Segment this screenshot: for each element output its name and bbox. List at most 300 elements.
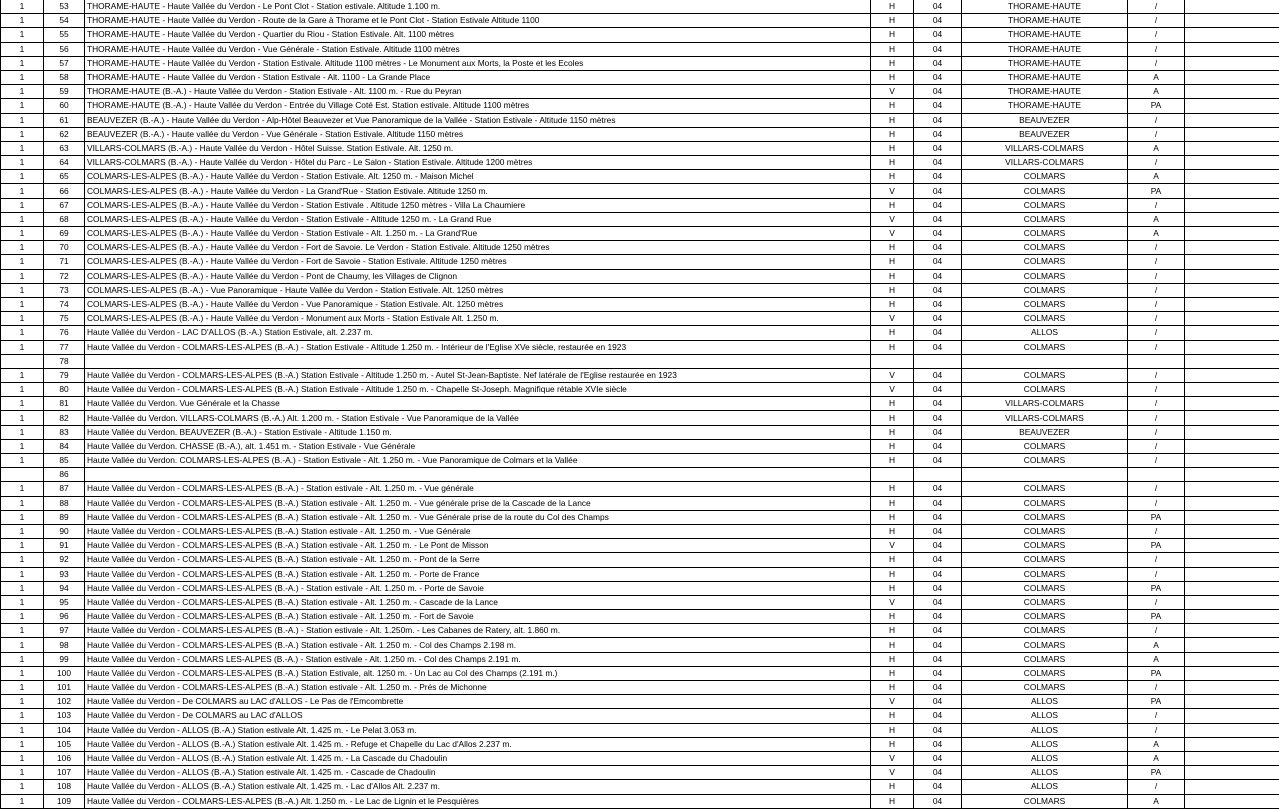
number-cell[interactable]: 87 — [44, 482, 85, 496]
notes-cell[interactable] — [1185, 14, 1279, 28]
quantity-cell[interactable]: 1 — [1, 411, 44, 425]
department-cell[interactable]: 04 — [914, 567, 962, 581]
orientation-cell[interactable]: H — [871, 28, 914, 42]
description-cell[interactable]: COLMARS-LES-ALPES (B.-A.) - Haute Vallée du Verdon - Fort de Savoie. Le Verdon - Station Estivale. Altitude 1250 mètres — [85, 241, 871, 255]
department-cell[interactable]: 04 — [914, 425, 962, 439]
number-cell[interactable]: 60 — [44, 99, 85, 113]
orientation-cell[interactable]: H — [871, 454, 914, 468]
status-cell[interactable]: / — [1128, 454, 1185, 468]
orientation-cell[interactable]: H — [871, 70, 914, 84]
commune-cell[interactable]: COLMARS — [962, 567, 1128, 581]
notes-cell[interactable] — [1185, 482, 1279, 496]
orientation-cell[interactable]: H — [871, 340, 914, 354]
notes-cell[interactable] — [1185, 794, 1279, 808]
quantity-cell[interactable]: 1 — [1, 695, 44, 709]
quantity-cell[interactable]: 1 — [1, 42, 44, 56]
notes-cell[interactable] — [1185, 539, 1279, 553]
notes-cell[interactable] — [1185, 454, 1279, 468]
commune-cell[interactable]: COLMARS — [962, 368, 1128, 382]
orientation-cell[interactable]: H — [871, 780, 914, 794]
status-cell[interactable]: / — [1128, 0, 1185, 14]
commune-cell[interactable] — [962, 468, 1128, 482]
notes-cell[interactable] — [1185, 312, 1279, 326]
orientation-cell[interactable]: H — [871, 411, 914, 425]
department-cell[interactable] — [914, 468, 962, 482]
quantity-cell[interactable]: 1 — [1, 482, 44, 496]
commune-cell[interactable]: THORAME-HAUTE — [962, 42, 1128, 56]
notes-cell[interactable] — [1185, 198, 1279, 212]
notes-cell[interactable] — [1185, 241, 1279, 255]
status-cell[interactable]: / — [1128, 42, 1185, 56]
number-cell[interactable]: 107 — [44, 766, 85, 780]
quantity-cell[interactable]: 1 — [1, 170, 44, 184]
quantity-cell[interactable]: 1 — [1, 326, 44, 340]
orientation-cell[interactable]: H — [871, 567, 914, 581]
quantity-cell[interactable]: 1 — [1, 638, 44, 652]
orientation-cell[interactable]: H — [871, 14, 914, 28]
number-cell[interactable]: 85 — [44, 454, 85, 468]
description-cell[interactable]: Haute Vallée du Verdon - COLMARS-LES-ALPES (B.-A.) Station estivale - Alt. 1.250 m. - Pont de la Serre — [85, 553, 871, 567]
department-cell[interactable]: 04 — [914, 454, 962, 468]
department-cell[interactable]: 04 — [914, 709, 962, 723]
status-cell[interactable]: PA — [1128, 766, 1185, 780]
status-cell[interactable]: / — [1128, 241, 1185, 255]
number-cell[interactable]: 82 — [44, 411, 85, 425]
status-cell[interactable]: PA — [1128, 510, 1185, 524]
status-cell[interactable]: A — [1128, 70, 1185, 84]
orientation-cell[interactable]: H — [871, 794, 914, 808]
number-cell[interactable]: 56 — [44, 42, 85, 56]
number-cell[interactable]: 77 — [44, 340, 85, 354]
number-cell[interactable]: 104 — [44, 723, 85, 737]
commune-cell[interactable]: THORAME-HAUTE — [962, 99, 1128, 113]
quantity-cell[interactable]: 1 — [1, 227, 44, 241]
notes-cell[interactable] — [1185, 695, 1279, 709]
status-cell[interactable]: / — [1128, 269, 1185, 283]
number-cell[interactable]: 59 — [44, 85, 85, 99]
orientation-cell[interactable]: H — [871, 127, 914, 141]
quantity-cell[interactable]: 1 — [1, 439, 44, 453]
orientation-cell[interactable]: V — [871, 539, 914, 553]
quantity-cell[interactable] — [1, 468, 44, 482]
number-cell[interactable]: 81 — [44, 397, 85, 411]
description-cell[interactable]: Haute Vallée du Verdon - COLMARS-LES-ALPES (B.-A.) Station estivale - Alt. 1.250 m. - Cascade de la Lance — [85, 595, 871, 609]
notes-cell[interactable] — [1185, 269, 1279, 283]
status-cell[interactable]: / — [1128, 723, 1185, 737]
quantity-cell[interactable]: 1 — [1, 610, 44, 624]
notes-cell[interactable] — [1185, 326, 1279, 340]
description-cell[interactable]: Haute Vallée du Verdon - COLMARS-LES-ALPES (B.-A.) Station estivale - Alt. 1.250 m. - Fort de Savoie — [85, 610, 871, 624]
status-cell[interactable]: A — [1128, 170, 1185, 184]
number-cell[interactable]: 73 — [44, 283, 85, 297]
description-cell[interactable]: Haute Vallée du Verdon - COLMARS LES-ALPES (B.-A.) - Station estivale - Alt. 1.250 m. - Col des Champs 2.191 m. — [85, 652, 871, 666]
notes-cell[interactable] — [1185, 737, 1279, 751]
description-cell[interactable]: Haute Vallée du Verdon - LAC D'ALLOS (B.-A.) Station Estivale, alt. 2.237 m. — [85, 326, 871, 340]
orientation-cell[interactable]: H — [871, 482, 914, 496]
orientation-cell[interactable]: H — [871, 510, 914, 524]
description-cell[interactable]: COLMARS-LES-ALPES (B.-A.) - Haute Vallée du Verdon - Pont de Chaumy, les Villages de Clignon — [85, 269, 871, 283]
quantity-cell[interactable]: 1 — [1, 581, 44, 595]
department-cell[interactable]: 04 — [914, 439, 962, 453]
number-cell[interactable]: 89 — [44, 510, 85, 524]
number-cell[interactable]: 76 — [44, 326, 85, 340]
number-cell[interactable]: 93 — [44, 567, 85, 581]
notes-cell[interactable] — [1185, 184, 1279, 198]
commune-cell[interactable]: ALLOS — [962, 326, 1128, 340]
notes-cell[interactable] — [1185, 723, 1279, 737]
notes-cell[interactable] — [1185, 127, 1279, 141]
status-cell[interactable]: / — [1128, 595, 1185, 609]
description-cell[interactable]: Haute Vallée du Verdon - ALLOS (B.-A.) Station estivale Alt. 1.425 m. - Refuge et Chapelle du Lac d'Allos 2.237 m. — [85, 737, 871, 751]
description-cell[interactable]: Haute Vallée du Verdon - COLMARS-LES-ALPES (B.-A.) Station estivale - Alt. 1.250 m. - Prés de Michonne — [85, 681, 871, 695]
commune-cell[interactable]: THORAME-HAUTE — [962, 14, 1128, 28]
department-cell[interactable]: 04 — [914, 156, 962, 170]
commune-cell[interactable]: COLMARS — [962, 312, 1128, 326]
number-cell[interactable]: 86 — [44, 468, 85, 482]
description-cell[interactable]: Haute Vallée du Verdon - COLMARS-LES-ALPES (B.-A.) Station estivale - Alt. 1.250 m. - Col des Champs 2.198 m. — [85, 638, 871, 652]
commune-cell[interactable]: COLMARS — [962, 241, 1128, 255]
number-cell[interactable]: 102 — [44, 695, 85, 709]
commune-cell[interactable]: COLMARS — [962, 383, 1128, 397]
description-cell[interactable]: Haute Vallée du Verdon. BEAUVEZER (B.-A.) - Station Estivale - Altitude 1.150 m. — [85, 425, 871, 439]
department-cell[interactable]: 04 — [914, 184, 962, 198]
commune-cell[interactable]: ALLOS — [962, 723, 1128, 737]
commune-cell[interactable]: BEAUVEZER — [962, 113, 1128, 127]
quantity-cell[interactable]: 1 — [1, 681, 44, 695]
status-cell[interactable]: / — [1128, 482, 1185, 496]
commune-cell[interactable]: COLMARS — [962, 184, 1128, 198]
orientation-cell[interactable]: H — [871, 99, 914, 113]
notes-cell[interactable] — [1185, 496, 1279, 510]
notes-cell[interactable] — [1185, 397, 1279, 411]
commune-cell[interactable]: VILLARS-COLMARS — [962, 397, 1128, 411]
number-cell[interactable]: 90 — [44, 524, 85, 538]
commune-cell[interactable]: COLMARS — [962, 524, 1128, 538]
quantity-cell[interactable]: 1 — [1, 723, 44, 737]
description-cell[interactable]: THORAME-HAUTE - Haute Vallée du Verdon - Vue Générale - Station Estivale. Altitude 1100 mètres — [85, 42, 871, 56]
department-cell[interactable]: 04 — [914, 368, 962, 382]
department-cell[interactable]: 04 — [914, 411, 962, 425]
department-cell[interactable]: 04 — [914, 723, 962, 737]
notes-cell[interactable] — [1185, 666, 1279, 680]
commune-cell[interactable]: ALLOS — [962, 709, 1128, 723]
commune-cell[interactable]: COLMARS — [962, 681, 1128, 695]
commune-cell[interactable]: COLMARS — [962, 553, 1128, 567]
department-cell[interactable]: 04 — [914, 269, 962, 283]
commune-cell[interactable]: COLMARS — [962, 666, 1128, 680]
orientation-cell[interactable]: V — [871, 227, 914, 241]
notes-cell[interactable] — [1185, 56, 1279, 70]
status-cell[interactable]: PA — [1128, 695, 1185, 709]
notes-cell[interactable] — [1185, 354, 1279, 368]
description-cell[interactable]: Haute Vallée du Verdon - COLMARS-LES-ALPES (B.-A.) Station Estivale - Altitude 1.250 m. - Chapelle St-Joseph. Magnifique rétable XVIe siècle — [85, 383, 871, 397]
department-cell[interactable]: 04 — [914, 524, 962, 538]
status-cell[interactable]: / — [1128, 496, 1185, 510]
department-cell[interactable]: 04 — [914, 14, 962, 28]
quantity-cell[interactable]: 1 — [1, 141, 44, 155]
department-cell[interactable]: 04 — [914, 751, 962, 765]
quantity-cell[interactable]: 1 — [1, 751, 44, 765]
department-cell[interactable]: 04 — [914, 610, 962, 624]
commune-cell[interactable]: VILLARS-COLMARS — [962, 141, 1128, 155]
status-cell[interactable]: / — [1128, 780, 1185, 794]
department-cell[interactable]: 04 — [914, 340, 962, 354]
description-cell[interactable]: Haute Vallée du Verdon - De COLMARS au LAC d'ALLOS - Le Pas de l'Emcombrette — [85, 695, 871, 709]
status-cell[interactable]: / — [1128, 567, 1185, 581]
quantity-cell[interactable]: 1 — [1, 113, 44, 127]
commune-cell[interactable]: COLMARS — [962, 340, 1128, 354]
description-cell[interactable]: Haute Vallée du Verdon - ALLOS (B.-A.) Station estivale Alt. 1.425 m. - Le Pelat 3.053 m. — [85, 723, 871, 737]
status-cell[interactable]: / — [1128, 198, 1185, 212]
department-cell[interactable]: 04 — [914, 766, 962, 780]
description-cell[interactable]: THORAME-HAUTE - Haute Vallée du Verdon - Quartier du Riou - Station Estivale. Alt. 1100 mètres — [85, 28, 871, 42]
quantity-cell[interactable]: 1 — [1, 70, 44, 84]
department-cell[interactable]: 04 — [914, 681, 962, 695]
commune-cell[interactable]: COLMARS — [962, 482, 1128, 496]
status-cell[interactable]: PA — [1128, 610, 1185, 624]
status-cell[interactable] — [1128, 354, 1185, 368]
description-cell[interactable]: Haute Vallée du Verdon - COLMARS-LES-ALPES (B.-A.) Station estivale - Alt. 1.250 m. - Vue générale prise de la Cascade de la Lance — [85, 496, 871, 510]
notes-cell[interactable] — [1185, 751, 1279, 765]
department-cell[interactable]: 04 — [914, 326, 962, 340]
number-cell[interactable]: 99 — [44, 652, 85, 666]
quantity-cell[interactable]: 1 — [1, 496, 44, 510]
notes-cell[interactable] — [1185, 681, 1279, 695]
orientation-cell[interactable]: H — [871, 56, 914, 70]
number-cell[interactable]: 66 — [44, 184, 85, 198]
description-cell[interactable]: Haute Vallée du Verdon - COLMARS-LES-ALPES (B.-A.) - Station estivale - Alt. 1.250 m. - Vue générale — [85, 482, 871, 496]
department-cell[interactable]: 04 — [914, 553, 962, 567]
orientation-cell[interactable] — [871, 468, 914, 482]
orientation-cell[interactable]: V — [871, 184, 914, 198]
quantity-cell[interactable]: 1 — [1, 28, 44, 42]
quantity-cell[interactable]: 1 — [1, 794, 44, 808]
quantity-cell[interactable]: 1 — [1, 624, 44, 638]
status-cell[interactable]: / — [1128, 113, 1185, 127]
department-cell[interactable]: 04 — [914, 638, 962, 652]
status-cell[interactable]: PA — [1128, 184, 1185, 198]
status-cell[interactable]: / — [1128, 383, 1185, 397]
quantity-cell[interactable]: 1 — [1, 510, 44, 524]
number-cell[interactable]: 109 — [44, 794, 85, 808]
department-cell[interactable]: 04 — [914, 198, 962, 212]
description-cell[interactable]: Haute-Vallée du Verdon. VILLARS-COLMARS (B.-A.) Alt. 1.200 m. - Station Estivale - Vue Panoramique de la Vallée — [85, 411, 871, 425]
number-cell[interactable]: 96 — [44, 610, 85, 624]
orientation-cell[interactable]: V — [871, 85, 914, 99]
department-cell[interactable]: 04 — [914, 70, 962, 84]
status-cell[interactable]: PA — [1128, 581, 1185, 595]
number-cell[interactable]: 71 — [44, 255, 85, 269]
status-cell[interactable]: / — [1128, 425, 1185, 439]
orientation-cell[interactable]: H — [871, 397, 914, 411]
notes-cell[interactable] — [1185, 709, 1279, 723]
description-cell[interactable]: Haute Vallée du Verdon - COLMARS-LES-ALPES (B.-A.) Station estivale - Alt. 1.250 m. - Porte de France — [85, 567, 871, 581]
description-cell[interactable]: THORAME-HAUTE (B.-A.) - Haute Vallée du Verdon - Entrée du Village Coté Est. Station estivale. Altitude 1100 mètres — [85, 99, 871, 113]
status-cell[interactable]: / — [1128, 524, 1185, 538]
orientation-cell[interactable]: H — [871, 241, 914, 255]
orientation-cell[interactable] — [871, 354, 914, 368]
status-cell[interactable]: A — [1128, 737, 1185, 751]
description-cell[interactable]: Haute Vallée du Verdon - COLMARS-LES-ALPES (B.-A.) Station estivale - Alt. 1.250 m. - Le Pont de Misson — [85, 539, 871, 553]
department-cell[interactable]: 04 — [914, 113, 962, 127]
orientation-cell[interactable]: H — [871, 439, 914, 453]
quantity-cell[interactable]: 1 — [1, 255, 44, 269]
commune-cell[interactable]: COLMARS — [962, 454, 1128, 468]
notes-cell[interactable] — [1185, 141, 1279, 155]
notes-cell[interactable] — [1185, 411, 1279, 425]
status-cell[interactable]: A — [1128, 794, 1185, 808]
status-cell[interactable]: A — [1128, 227, 1185, 241]
notes-cell[interactable] — [1185, 610, 1279, 624]
status-cell[interactable]: / — [1128, 368, 1185, 382]
number-cell[interactable]: 61 — [44, 113, 85, 127]
commune-cell[interactable]: COLMARS — [962, 624, 1128, 638]
commune-cell[interactable]: BEAUVEZER — [962, 127, 1128, 141]
department-cell[interactable]: 04 — [914, 28, 962, 42]
notes-cell[interactable] — [1185, 113, 1279, 127]
description-cell[interactable]: Haute Vallée du Verdon - COLMARS-LES-ALPES (B.-A.) Station Estivale - Altitude 1.250 m. - Autel St-Jean-Baptiste. Nef latérale de l'Eglise restaurée en 1923 — [85, 368, 871, 382]
department-cell[interactable]: 04 — [914, 780, 962, 794]
description-cell[interactable]: COLMARS-LES-ALPES (B.-A.) - Haute Vallée du Verdon - Station Estivale - Altitude 1250 m. - La Grand Rue — [85, 212, 871, 226]
department-cell[interactable]: 04 — [914, 170, 962, 184]
notes-cell[interactable] — [1185, 255, 1279, 269]
orientation-cell[interactable]: H — [871, 283, 914, 297]
quantity-cell[interactable]: 1 — [1, 368, 44, 382]
commune-cell[interactable]: THORAME-HAUTE — [962, 85, 1128, 99]
notes-cell[interactable] — [1185, 42, 1279, 56]
commune-cell[interactable]: THORAME-HAUTE — [962, 0, 1128, 14]
notes-cell[interactable] — [1185, 297, 1279, 311]
commune-cell[interactable]: COLMARS — [962, 581, 1128, 595]
commune-cell[interactable]: COLMARS — [962, 439, 1128, 453]
department-cell[interactable]: 04 — [914, 56, 962, 70]
notes-cell[interactable] — [1185, 638, 1279, 652]
description-cell[interactable]: Haute Vallée du Verdon. CHASSE (B.-A.), alt. 1.451 m. - Station Estivale - Vue Générale — [85, 439, 871, 453]
commune-cell[interactable]: THORAME-HAUTE — [962, 28, 1128, 42]
department-cell[interactable]: 04 — [914, 666, 962, 680]
number-cell[interactable]: 65 — [44, 170, 85, 184]
commune-cell[interactable]: COLMARS — [962, 212, 1128, 226]
quantity-cell[interactable]: 1 — [1, 14, 44, 28]
notes-cell[interactable] — [1185, 170, 1279, 184]
number-cell[interactable]: 62 — [44, 127, 85, 141]
number-cell[interactable]: 78 — [44, 354, 85, 368]
description-cell[interactable] — [85, 468, 871, 482]
orientation-cell[interactable]: V — [871, 595, 914, 609]
orientation-cell[interactable]: H — [871, 425, 914, 439]
notes-cell[interactable] — [1185, 85, 1279, 99]
number-cell[interactable]: 94 — [44, 581, 85, 595]
orientation-cell[interactable]: V — [871, 368, 914, 382]
department-cell[interactable]: 04 — [914, 141, 962, 155]
status-cell[interactable]: A — [1128, 212, 1185, 226]
notes-cell[interactable] — [1185, 595, 1279, 609]
orientation-cell[interactable]: V — [871, 751, 914, 765]
commune-cell[interactable]: ALLOS — [962, 737, 1128, 751]
status-cell[interactable]: / — [1128, 14, 1185, 28]
description-cell[interactable]: Haute Vallée du Verdon. COLMARS-LES-ALPES (B.-A.) - Station Estivale - Alt. 1.250 m. - Vue Panoramique de Colmars et la Vallée — [85, 454, 871, 468]
department-cell[interactable]: 04 — [914, 539, 962, 553]
department-cell[interactable]: 04 — [914, 42, 962, 56]
number-cell[interactable]: 64 — [44, 156, 85, 170]
department-cell[interactable]: 04 — [914, 283, 962, 297]
quantity-cell[interactable]: 1 — [1, 198, 44, 212]
status-cell[interactable]: A — [1128, 652, 1185, 666]
commune-cell[interactable]: COLMARS — [962, 496, 1128, 510]
description-cell[interactable]: THORAME-HAUTE - Haute Vallée du Verdon - Station Estivale. Altitude 1100 mètres - Le Monument aux Morts, la Poste et les Ecoles — [85, 56, 871, 70]
description-cell[interactable]: BEAUVEZER (B.-A.) - Haute vallée du Verdon - Vue Générale - Station Estivale. Altitude 1150 mètres — [85, 127, 871, 141]
commune-cell[interactable]: THORAME-HAUTE — [962, 70, 1128, 84]
number-cell[interactable]: 74 — [44, 297, 85, 311]
commune-cell[interactable]: COLMARS — [962, 227, 1128, 241]
quantity-cell[interactable]: 1 — [1, 340, 44, 354]
commune-cell[interactable]: ALLOS — [962, 780, 1128, 794]
quantity-cell[interactable]: 1 — [1, 595, 44, 609]
number-cell[interactable]: 53 — [44, 0, 85, 14]
quantity-cell[interactable]: 1 — [1, 127, 44, 141]
number-cell[interactable]: 95 — [44, 595, 85, 609]
description-cell[interactable]: COLMARS-LES-ALPES (B.-A.) - Haute Vallée du Verdon - Monument aux Morts - Station Estivale Alt. 1.250 m. — [85, 312, 871, 326]
notes-cell[interactable] — [1185, 553, 1279, 567]
orientation-cell[interactable]: H — [871, 42, 914, 56]
status-cell[interactable]: A — [1128, 638, 1185, 652]
orientation-cell[interactable]: H — [871, 638, 914, 652]
department-cell[interactable]: 04 — [914, 255, 962, 269]
description-cell[interactable]: COLMARS-LES-ALPES (B.-A.) - Haute Vallée du Verdon - Vue Panoramique - Station Estivale. Alt. 1250 mètres — [85, 297, 871, 311]
description-cell[interactable]: Haute Vallée du Verdon - COLMARS-LES-ALPES (B.-A.) - Station Estivale - Altitude 1.250 m. - Intérieur de l'Eglise XVe siècle, restaurée en 1923 — [85, 340, 871, 354]
department-cell[interactable]: 04 — [914, 595, 962, 609]
quantity-cell[interactable]: 1 — [1, 156, 44, 170]
orientation-cell[interactable]: V — [871, 383, 914, 397]
description-cell[interactable]: COLMARS-LES-ALPES (B.-A.) - Haute Vallée du Verdon - Station Estivale. Alt. 1250 m. - Maison Michel — [85, 170, 871, 184]
orientation-cell[interactable]: H — [871, 652, 914, 666]
commune-cell[interactable]: VILLARS-COLMARS — [962, 411, 1128, 425]
quantity-cell[interactable]: 1 — [1, 56, 44, 70]
quantity-cell[interactable]: 1 — [1, 383, 44, 397]
description-cell[interactable]: Haute Vallée du Verdon - COLMARS-LES-ALPES (B.-A.) Station estivale - Alt. 1.250 m. - Vue Générale prise de la route du Col des Champs — [85, 510, 871, 524]
department-cell[interactable]: 04 — [914, 312, 962, 326]
orientation-cell[interactable]: H — [871, 198, 914, 212]
notes-cell[interactable] — [1185, 70, 1279, 84]
orientation-cell[interactable]: V — [871, 312, 914, 326]
description-cell[interactable]: Haute Vallée du Verdon - ALLOS (B.-A.) Station estivale Alt. 1.425 m. - La Cascade du Chadoulin — [85, 751, 871, 765]
notes-cell[interactable] — [1185, 652, 1279, 666]
quantity-cell[interactable]: 1 — [1, 567, 44, 581]
number-cell[interactable]: 97 — [44, 624, 85, 638]
department-cell[interactable]: 04 — [914, 241, 962, 255]
commune-cell[interactable]: THORAME-HAUTE — [962, 56, 1128, 70]
status-cell[interactable]: / — [1128, 312, 1185, 326]
number-cell[interactable]: 67 — [44, 198, 85, 212]
commune-cell[interactable]: ALLOS — [962, 751, 1128, 765]
quantity-cell[interactable]: 1 — [1, 269, 44, 283]
commune-cell[interactable]: VILLARS-COLMARS — [962, 156, 1128, 170]
quantity-cell[interactable]: 1 — [1, 0, 44, 14]
department-cell[interactable]: 04 — [914, 581, 962, 595]
quantity-cell[interactable]: 1 — [1, 766, 44, 780]
quantity-cell[interactable]: 1 — [1, 212, 44, 226]
status-cell[interactable]: PA — [1128, 99, 1185, 113]
number-cell[interactable]: 88 — [44, 496, 85, 510]
department-cell[interactable]: 04 — [914, 227, 962, 241]
department-cell[interactable]: 04 — [914, 624, 962, 638]
orientation-cell[interactable]: H — [871, 170, 914, 184]
commune-cell[interactable] — [962, 354, 1128, 368]
number-cell[interactable]: 79 — [44, 368, 85, 382]
number-cell[interactable]: 54 — [44, 14, 85, 28]
department-cell[interactable]: 04 — [914, 737, 962, 751]
notes-cell[interactable] — [1185, 99, 1279, 113]
